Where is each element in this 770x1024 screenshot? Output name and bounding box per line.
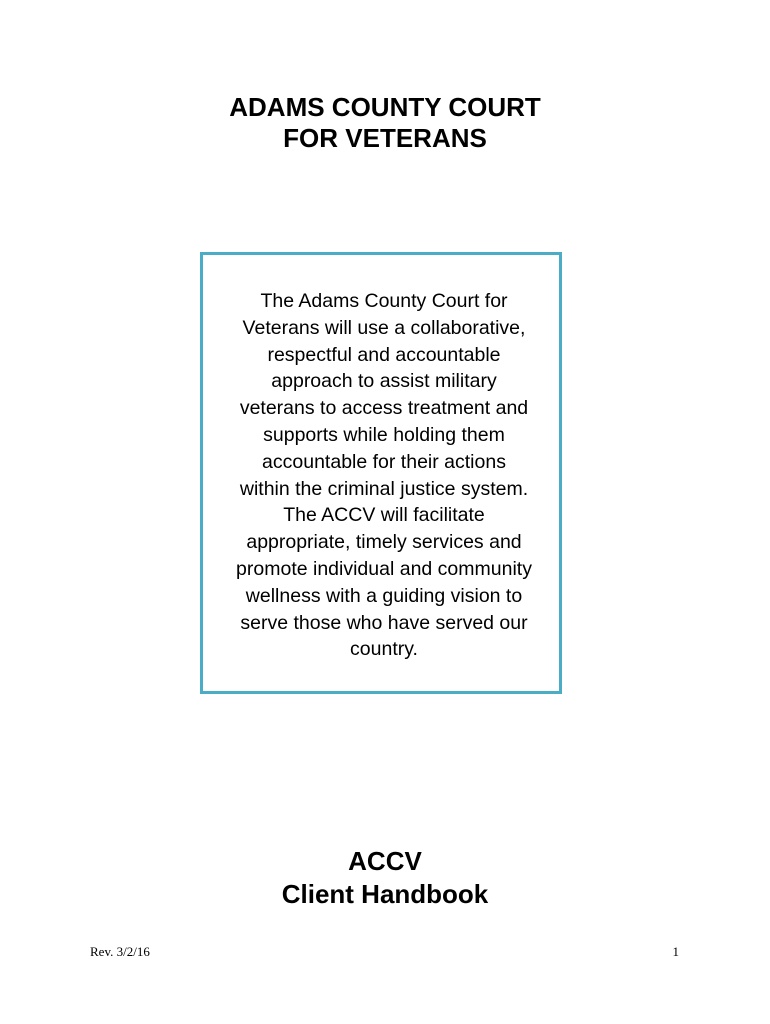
mission-line: veterans to access treatment and <box>239 397 529 420</box>
mission-statement <box>200 288 568 663</box>
mission-line: Veterans will use a collaborative, <box>242 316 526 339</box>
mission-line: country. <box>350 638 418 661</box>
page-number: 1 <box>672 944 679 959</box>
mission-line: appropriate, timely services and <box>246 531 522 554</box>
mission-line: approach to assist military <box>271 370 497 393</box>
mission-line: wellness with a guiding vision to <box>245 584 523 607</box>
handbook-line-1: ACCV <box>348 846 422 876</box>
mission-line: accountable for their actions <box>262 450 506 473</box>
document-title <box>0 92 770 154</box>
title-line-1: ADAMS COUNTY COURT <box>229 92 541 122</box>
title-line-2: FOR VETERANS <box>283 123 487 153</box>
handbook-title <box>0 845 770 911</box>
mission-line: respectful and accountable <box>267 343 501 366</box>
revision-date: Rev. 3/2/16 <box>90 944 150 959</box>
mission-line: serve those who have served our <box>240 611 528 634</box>
mission-line: within the criminal justice system. <box>239 477 529 500</box>
mission-line: supports while holding them <box>263 423 505 446</box>
mission-line: promote individual and community <box>236 557 532 580</box>
mission-line: The Adams County Court for <box>260 290 508 312</box>
mission-line: The ACCV will facilitate <box>283 504 485 527</box>
handbook-line-2: Client Handbook <box>281 879 489 909</box>
